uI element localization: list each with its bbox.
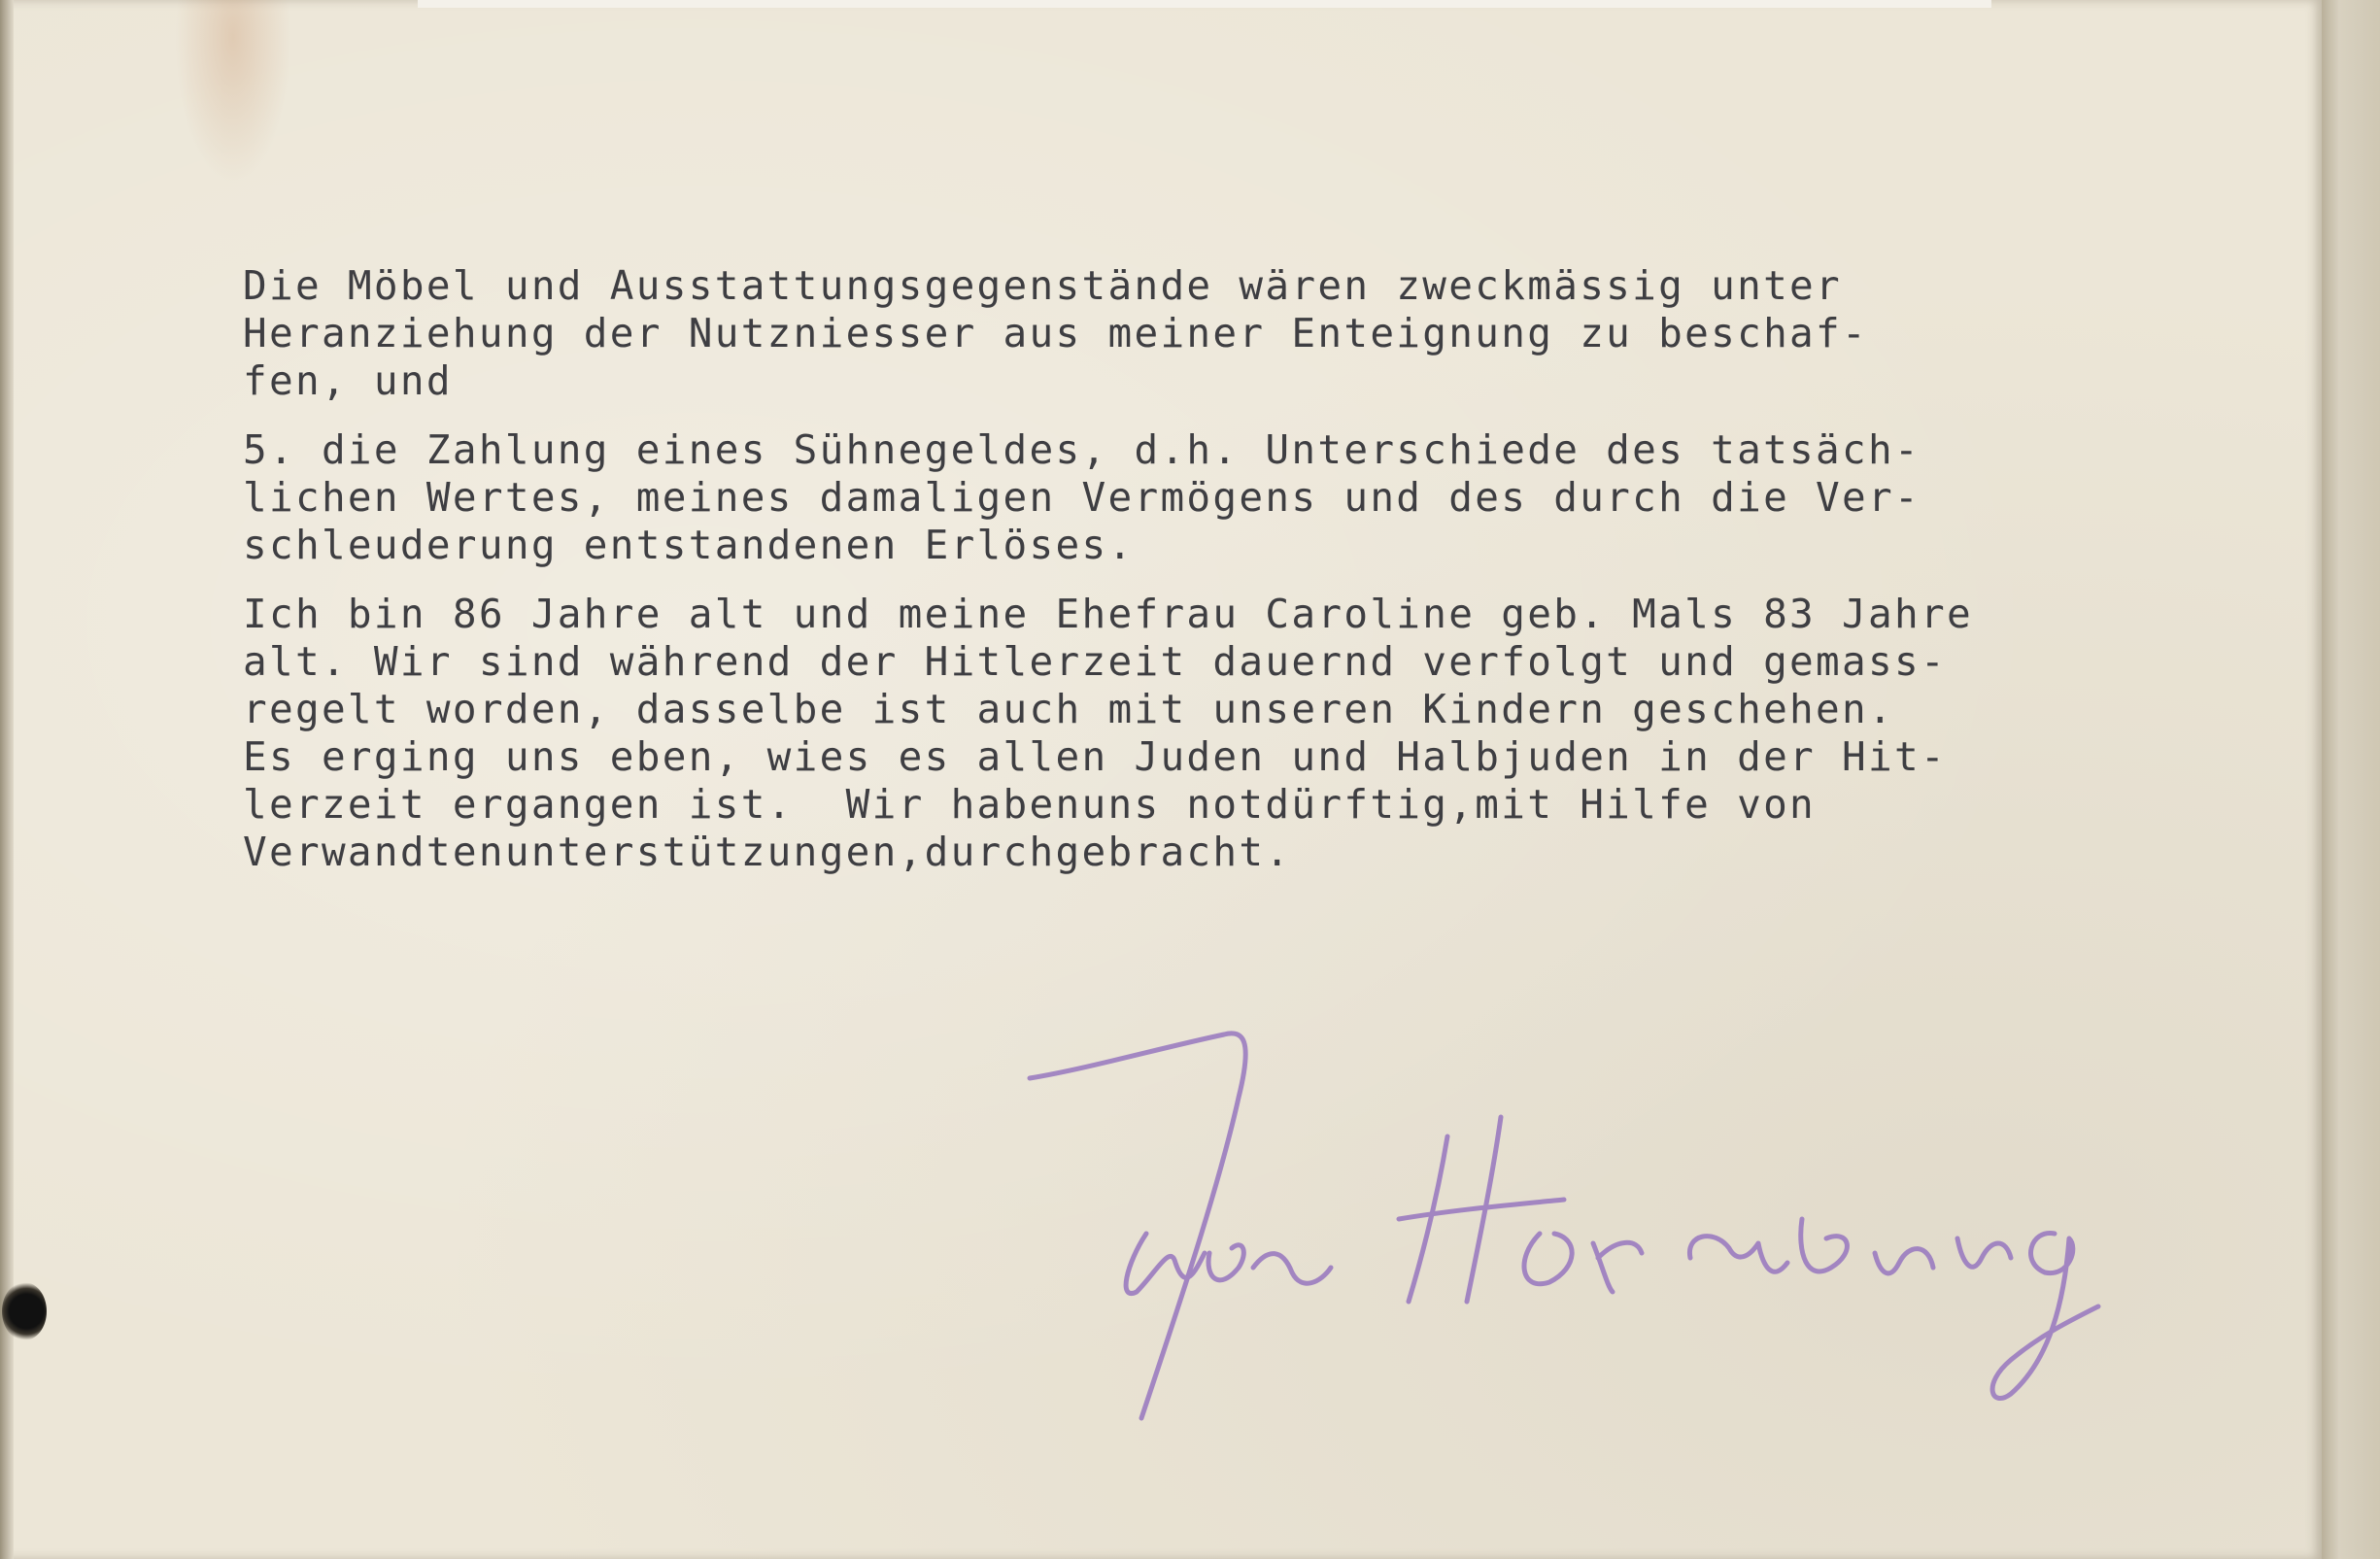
text-line: lerzeit ergangen ist. Wir habenuns notdürftig,mit Hilfe von [243,781,1817,828]
text-line: 5. die Zahlung eines Sühnegeldes, d.h. Unterschiede des tatsäch- [243,426,1921,473]
text-line: Es erging uns eben, wies es allen Juden und Halbjuden in der Hit- [243,733,1947,780]
text-line: Ich bin 86 Jahre alt und meine Ehefrau Caroline geb. Mals 83 Jahre [243,591,1973,637]
typed-letter-body [243,262,2234,898]
text-line: Heranziehung der Nutzniesser aus meiner Enteignung zu beschaf- [243,310,1869,356]
paper-top-strip [418,0,1991,8]
text-line: schleuderung entstandenen Erlöses. [243,522,1135,568]
paper-stain [175,0,291,185]
paragraph-furniture [243,262,2234,405]
text-line: Verwandtenunterstützungen,durchgebracht. [243,829,1292,875]
paragraph-personal-statement [243,591,2234,876]
text-line: lichen Wertes, meines damaligen Vermögens und des durch die Ver- [243,474,1921,521]
text-line: regelt worden, dasselbe ist auch mit unseren Kindern geschehen. [243,686,1894,732]
punch-hole [2,1282,47,1340]
text-line: Die Möbel und Ausstattungsgegenstände wären zweckmässig unter [243,262,1843,309]
paragraph-atonement-payment [243,426,2234,569]
adjacent-page-edge [2322,0,2380,1559]
handwritten-signature [1010,1010,2127,1457]
text-line: fen, und [243,357,453,404]
text-line: alt. Wir sind während der Hitlerzeit dauernd verfolgt und gemass- [243,638,1947,685]
